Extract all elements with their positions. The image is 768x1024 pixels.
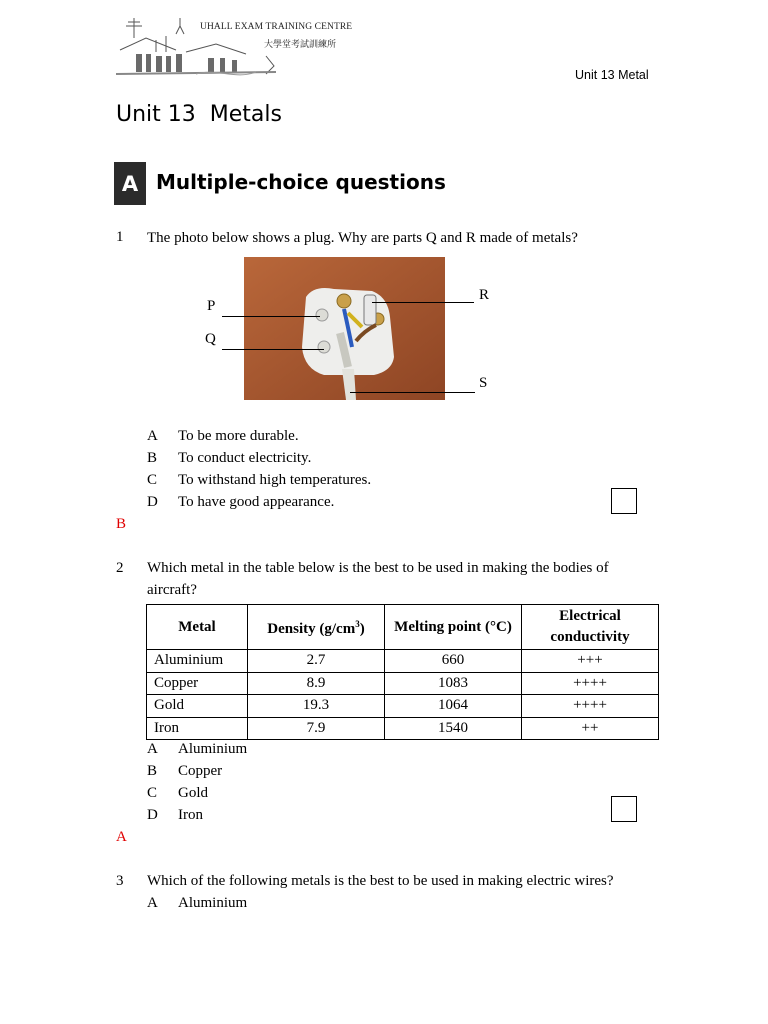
option-letter: B xyxy=(147,763,158,779)
option-letter: B xyxy=(147,450,158,466)
question-text: Which metal in the table below is the best to be used in making the bodies of aircraft? xyxy=(147,560,609,598)
answer-box[interactable] xyxy=(611,796,637,822)
column-header-density: Density $(g/cm^3)$ xyxy=(248,605,385,650)
table-row xyxy=(147,717,659,740)
leader-line-s xyxy=(350,392,475,393)
table-cell: 1064 xyxy=(385,695,522,718)
column-header-metal: Metal xyxy=(147,605,248,650)
column-header-melting-point: Melting point (°C) xyxy=(385,605,522,650)
option-text: Aluminium xyxy=(178,741,248,757)
leader-line-r xyxy=(372,302,474,303)
leader-line-p xyxy=(222,316,320,317)
option-text: To conduct electricity. xyxy=(178,450,312,466)
logo-text-en: UHALL EXAM TRAINING CENTRE xyxy=(200,22,353,32)
table-row xyxy=(147,672,659,695)
question-text: The photo below shows a plug. Why are parts Q and R made of metals? xyxy=(147,230,578,246)
table-cell: 7.9 xyxy=(248,717,385,740)
table-cell: 660 xyxy=(385,650,522,673)
answer-key: A xyxy=(116,829,127,845)
option-letter: C xyxy=(147,472,158,488)
question-number: 1 xyxy=(116,229,124,245)
page-title: Unit 13 Metals xyxy=(116,102,282,127)
question-text: Which of the following metals is the best to be used in making electric wires? xyxy=(147,873,614,889)
option-letter: A xyxy=(147,428,158,444)
table-cell: ++ xyxy=(522,717,659,740)
option-text: Iron xyxy=(178,807,203,823)
table-row xyxy=(147,650,659,673)
table-cell: ++++ xyxy=(522,672,659,695)
option-text: To withstand high temperatures. xyxy=(178,472,372,488)
option-text: Copper xyxy=(178,763,223,779)
table-cell: 2.7 xyxy=(248,650,385,673)
logo-text-zh: 大學堂考試訓練所 xyxy=(264,40,337,50)
label-s: S xyxy=(479,375,488,391)
table-cell: Iron xyxy=(147,717,248,740)
option-letter: A xyxy=(147,741,158,757)
table-cell: Copper xyxy=(147,672,248,695)
leader-line-q xyxy=(222,349,324,350)
plug-photo xyxy=(244,257,445,400)
option-letter: D xyxy=(147,807,158,823)
option-text: To be more durable. xyxy=(178,428,299,444)
table-cell: Gold xyxy=(147,695,248,718)
plug-image xyxy=(244,257,445,400)
table-cell: 1540 xyxy=(385,717,522,740)
table-cell: Aluminium xyxy=(147,650,248,673)
option-letter: C xyxy=(147,785,158,801)
unit-tag: Unit 13 Metal xyxy=(575,68,649,82)
column-header-conductivity: Electrical conductivity xyxy=(522,605,659,650)
question-number: 3 xyxy=(116,873,124,889)
label-r: R xyxy=(479,287,490,303)
table-cell: 1083 xyxy=(385,672,522,695)
answer-box[interactable] xyxy=(611,488,637,514)
label-p: P xyxy=(207,298,216,314)
question-number: 2 xyxy=(116,560,124,576)
table-cell: ++++ xyxy=(522,695,659,718)
table-cell: +++ xyxy=(522,650,659,673)
option-text: Aluminium xyxy=(178,895,248,911)
section-title: Multiple-choice questions xyxy=(156,170,446,194)
option-text: Gold xyxy=(178,785,208,801)
table-row xyxy=(147,695,659,718)
option-text: To have good appearance. xyxy=(178,494,335,510)
table-header-row xyxy=(147,605,659,650)
label-q: Q xyxy=(205,331,216,347)
answer-key: B xyxy=(116,516,127,532)
option-letter: A xyxy=(147,895,158,911)
option-letter: D xyxy=(147,494,158,510)
table-cell: 8.9 xyxy=(248,672,385,695)
section-letter: A xyxy=(114,162,146,205)
table-cell: 19.3 xyxy=(248,695,385,718)
metal-properties-table xyxy=(146,604,659,740)
